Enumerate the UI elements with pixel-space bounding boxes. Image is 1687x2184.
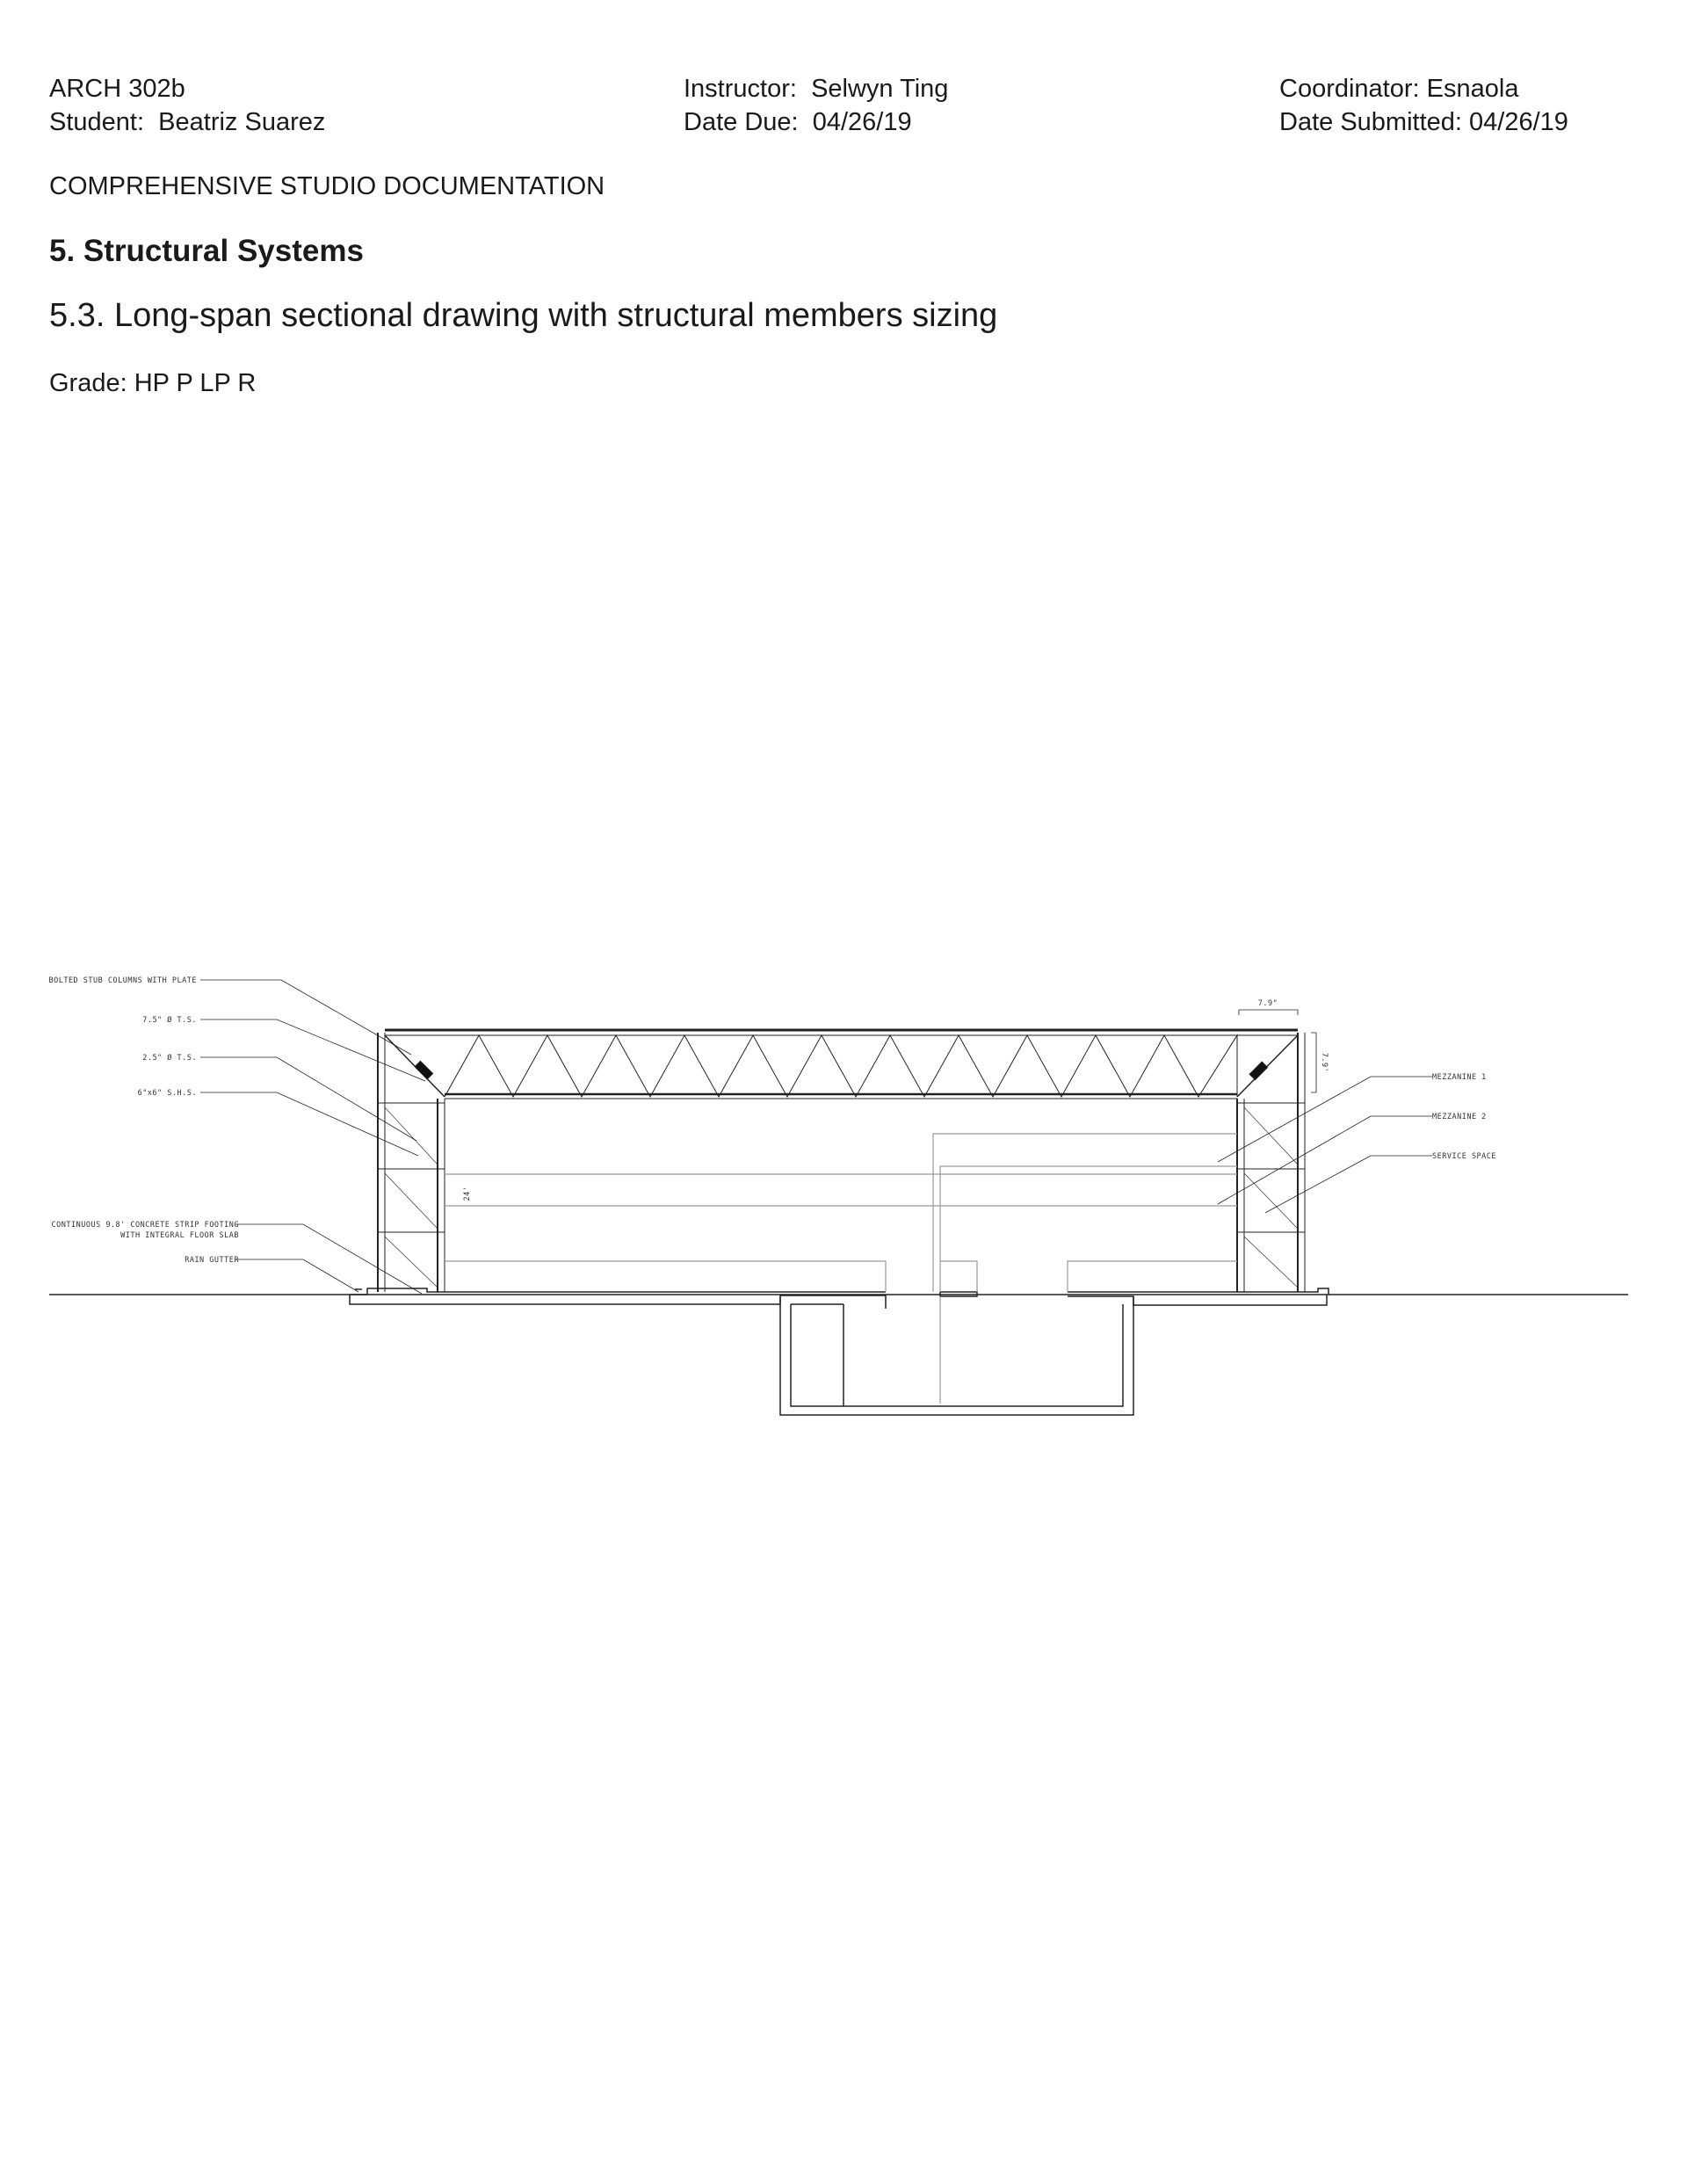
grade-line <box>49 369 256 398</box>
student-line <box>49 105 325 139</box>
label-bolted-stub-columns: BOLTED STUB COLUMNS WITH PLATE <box>48 976 197 985</box>
date-due-label: Date Due: <box>684 108 799 136</box>
truss-web <box>445 1035 1237 1097</box>
roof-truss <box>385 1030 1298 1099</box>
label-7-5-ts: 7.5" Ø T.S. <box>142 1016 197 1025</box>
student-label: Student: <box>49 108 145 136</box>
basement-pit <box>780 1296 1133 1415</box>
date-submitted: 04/26/19 <box>1469 108 1568 136</box>
long-span-section-drawing <box>0 949 1687 1441</box>
label-strip-footing-2: WITH INTEGRAL FLOOR SLAB <box>120 1231 239 1240</box>
dim-truss-width: 7.9" <box>1257 999 1278 1008</box>
right-service-wall <box>1237 1033 1305 1292</box>
left-stub-column-plate <box>415 1061 433 1079</box>
grade-options: HP P LP R <box>134 369 257 397</box>
dim-truss-depth: 7.9' <box>1320 1052 1329 1073</box>
left-leaders <box>200 980 425 1294</box>
date-due: 04/26/19 <box>812 108 912 136</box>
document-title: COMPREHENSIVE STUDIO DOCUMENTATION <box>49 172 605 200</box>
date-due-line <box>684 105 948 139</box>
grade-label: Grade: <box>49 369 127 397</box>
label-rain-gutter: RAIN GUTTER <box>185 1256 239 1265</box>
coordinator-line <box>1279 72 1568 105</box>
student-name: Beatriz Suarez <box>158 108 326 136</box>
label-6x6-shs: 6"x6" S.H.S. <box>137 1089 197 1098</box>
header-coordinator-submitted <box>1279 72 1568 139</box>
subsection-title: 5.3. Long-span sectional drawing with structural members sizing <box>49 297 998 334</box>
instructor-line <box>684 72 948 105</box>
header-course-student <box>49 72 325 139</box>
header-instructor-due <box>684 72 948 139</box>
instructor-label: Instructor: <box>684 75 797 103</box>
right-leaders <box>1218 1077 1432 1213</box>
coordinator-name: Esnaola <box>1426 75 1519 103</box>
label-mezzanine-2: MEZZANINE 2 <box>1432 1113 1487 1121</box>
coordinator-label: Coordinator: <box>1279 75 1420 103</box>
label-service-space: SERVICE SPACE <box>1432 1152 1497 1161</box>
left-service-wall <box>378 1033 445 1292</box>
label-strip-footing: CONTINUOUS 9.8' CONCRETE STRIP FOOTING <box>51 1221 239 1230</box>
course-code: ARCH 302b <box>49 75 185 103</box>
section-title: 5. Structural Systems <box>49 234 364 268</box>
label-mezzanine-1: MEZZANINE 1 <box>1432 1073 1487 1082</box>
date-submitted-line <box>1279 105 1568 139</box>
label-2-5-ts: 2.5" Ø T.S. <box>142 1054 197 1063</box>
interior-lines <box>445 1134 1237 1404</box>
right-stub-column-plate <box>1249 1062 1268 1080</box>
dim-interior-height: 24' <box>463 1186 472 1201</box>
instructor-name: Selwyn Ting <box>811 75 949 103</box>
floor-slab <box>350 1288 1329 1309</box>
date-submitted-label: Date Submitted: <box>1279 108 1462 136</box>
